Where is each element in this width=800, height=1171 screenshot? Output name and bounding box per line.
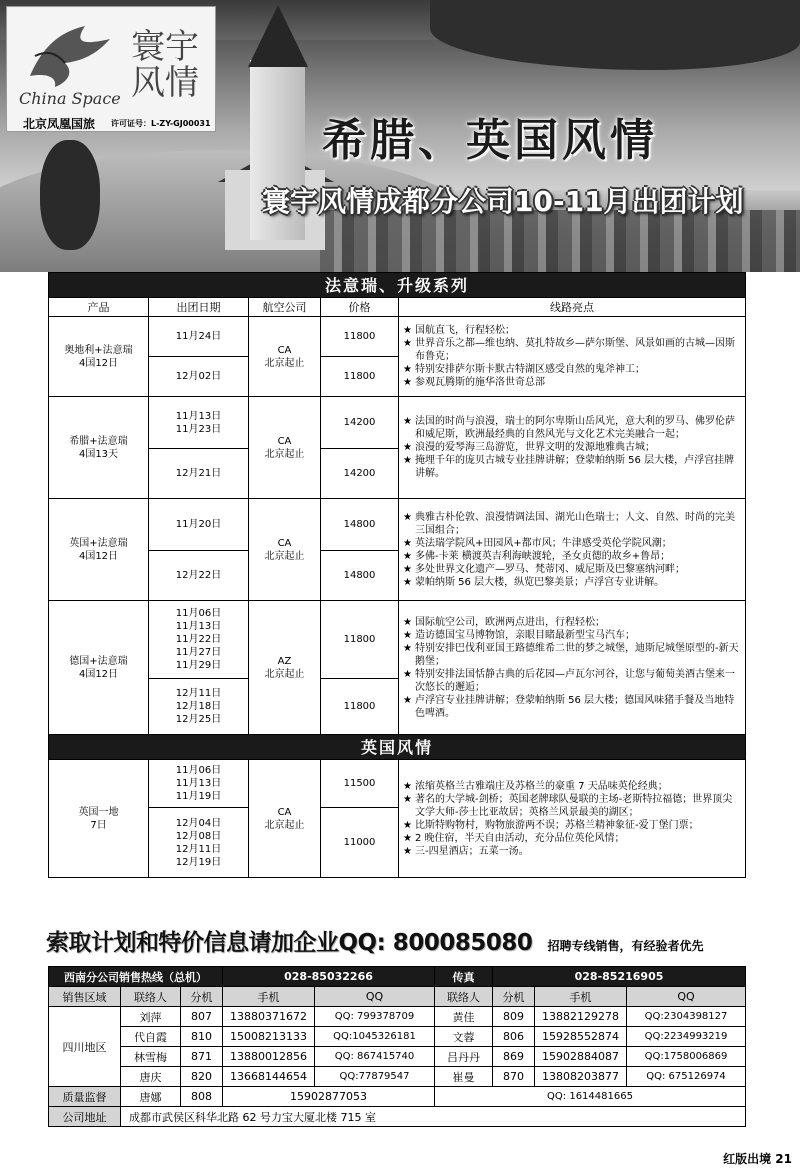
departure-date: 12月18日 xyxy=(175,701,222,712)
qq-number: QQ:77879547 xyxy=(315,1067,435,1087)
qq-banner-text: 索取计划和特价信息请加企业QQ: 800085080 xyxy=(46,930,533,956)
extension: 806 xyxy=(493,1027,535,1047)
contact-row xyxy=(49,1007,746,1027)
quality-qq: QQ: 1614481665 xyxy=(435,1087,746,1107)
product-name: 7日 xyxy=(90,819,107,831)
logo xyxy=(6,6,216,132)
extension: 810 xyxy=(181,1027,223,1047)
departure-date: 12月21日 xyxy=(175,468,222,479)
section-row xyxy=(49,273,746,298)
quality-row xyxy=(49,1087,746,1107)
highlight-item: ★ 国航直飞，行程轻松； xyxy=(403,324,741,337)
product-name: 希腊+法意瑞 xyxy=(69,435,128,447)
departure-date: 11月24日 xyxy=(175,331,222,342)
airline: CA xyxy=(277,806,292,818)
address-label: 公司地址 xyxy=(49,1107,121,1127)
product-name: 4国12日 xyxy=(78,550,119,562)
table-row xyxy=(49,499,746,551)
contact-name: 崔曼 xyxy=(435,1067,493,1087)
highlight-item: ★ 世界音乐之都—维也纳、莫扎特故乡—萨尔斯堡、风景如画的古城—因斯布鲁克； xyxy=(403,337,741,363)
departure-date: 12月19日 xyxy=(175,856,222,868)
product-cell xyxy=(49,601,149,735)
qq-number: QQ:2304398127 xyxy=(627,1007,746,1027)
qq-banner xyxy=(46,924,766,958)
highlight-item: ★ 浓缩英格兰古雅端庄及苏格兰的豪重 7 天品味英伦经典； xyxy=(403,780,741,793)
contact-table xyxy=(48,966,746,1127)
price-cell: 14200 xyxy=(321,449,399,499)
hotline-number: 028-85032266 xyxy=(223,967,435,987)
headline-title: 希腊、英国风情 xyxy=(322,115,658,166)
departure-date: 11月19日 xyxy=(175,791,222,802)
highlight-item: ★ 比斯特购物村，购物旅游两不误；苏格兰精神象征-爱丁堡门票； xyxy=(403,819,741,832)
departure-date: 11月06日 xyxy=(175,608,222,619)
mobile: 13882129278 xyxy=(535,1007,627,1027)
quality-mobile: 15902877053 xyxy=(223,1087,435,1107)
highlight-item: ★ 参观瓦腾斯的施华洛世奇总部 xyxy=(403,376,741,389)
price-cell: 14800 xyxy=(321,499,399,551)
section-row xyxy=(49,735,746,760)
airline: 北京起止 xyxy=(264,668,305,680)
price-cell: 11000 xyxy=(321,808,399,878)
product-name: 英国一地 xyxy=(78,806,119,818)
date-cell xyxy=(149,679,249,735)
airline: AZ xyxy=(277,655,292,667)
price-cell: 11800 xyxy=(321,679,399,735)
column-header: 产品 xyxy=(49,298,149,317)
product-cell xyxy=(49,760,149,878)
highlight-item: ★ 多处世界文化遗产—罗马、梵蒂冈、威尼斯及巴黎塞纳河畔； xyxy=(403,563,741,576)
quality-extension: 808 xyxy=(181,1087,223,1107)
highlight-item: ★ 英法瑞学院风+田园风+都市风；牛津感受英伦学院风潮； xyxy=(403,537,741,550)
qq-number: QQ: 867415740 xyxy=(315,1047,435,1067)
quality-label: 质量监督 xyxy=(49,1087,121,1107)
date-cell xyxy=(149,551,249,601)
contact-column-header: QQ xyxy=(627,987,746,1007)
headline-subtitle: 寰宇风情成都分公司10-11月出团计划 xyxy=(262,185,744,218)
airline: CA xyxy=(277,537,292,549)
column-header: 价格 xyxy=(321,298,399,317)
highlight-item: ★ 特别安排巴伐利亚国王路德维希二世的梦之城堡，迪斯尼城堡原型的-新天鹅堡； xyxy=(403,642,741,668)
qq-number: QQ:2234993219 xyxy=(627,1027,746,1047)
contact-column-header: 联络人 xyxy=(435,987,493,1007)
contact-row xyxy=(49,1067,746,1087)
highlight-item: ★ 2 晚住宿，半天自由活动，充分品位英伦风情； xyxy=(403,832,741,845)
extension: 871 xyxy=(181,1047,223,1067)
highlight-item: ★ 掩埋千年的庞贝古城专业挂牌讲解；登蒙帕纳斯 56 层大楼，卢浮宫挂牌讲解。 xyxy=(403,454,741,480)
contact-column-header: 联络人 xyxy=(121,987,181,1007)
departure-date: 11月27日 xyxy=(175,647,222,658)
contact-header-row xyxy=(49,987,746,1007)
qq-number: QQ:1045326181 xyxy=(315,1027,435,1047)
airline-cell xyxy=(249,601,321,735)
airline-cell xyxy=(249,499,321,601)
highlight-item: ★ 法国的时尚与浪漫，瑞士的阿尔卑斯山岳风光，意大利的罗马、佛罗伦萨和威尼斯，欧洲最经典的自然风光与文化艺术完美融合一起； xyxy=(403,415,741,441)
highlights-cell xyxy=(399,760,746,878)
mobile: 13808203877 xyxy=(535,1067,627,1087)
date-cell xyxy=(149,397,249,449)
table-row xyxy=(49,317,746,357)
mobile: 13880012856 xyxy=(223,1047,315,1067)
airline: 北京起止 xyxy=(264,550,305,562)
table-row xyxy=(49,760,746,808)
extension: 809 xyxy=(493,1007,535,1027)
company-name: 北京凤凰国旅 xyxy=(23,117,96,131)
contact-name: 唐庆 xyxy=(121,1067,181,1087)
price-cell: 11500 xyxy=(321,760,399,808)
price-cell: 11800 xyxy=(321,317,399,357)
qq-number: QQ:1758006869 xyxy=(627,1047,746,1067)
highlight-item: ★ 典雅古朴伦敦、浪漫情调法国、湖光山色瑞士；人文、自然、时尚的完美三国组合； xyxy=(403,511,741,537)
mobile: 15008213133 xyxy=(223,1027,315,1047)
hotline-row xyxy=(49,967,746,987)
departure-date: 11月29日 xyxy=(175,660,222,671)
departure-date: 12月04日 xyxy=(175,817,222,829)
highlights-cell xyxy=(399,601,746,735)
contact-name: 文蓉 xyxy=(435,1027,493,1047)
address-row xyxy=(49,1107,746,1127)
hotline-label: 西南分公司销售热线（总机） xyxy=(49,967,223,987)
departure-date: 12月11日 xyxy=(175,843,222,855)
airline-cell xyxy=(249,317,321,397)
qq-number: QQ: 675126974 xyxy=(627,1067,746,1087)
phoenix-icon xyxy=(25,21,115,91)
fax-number: 028-85216905 xyxy=(493,967,746,987)
product-name: 4国13天 xyxy=(78,448,119,460)
airline-cell xyxy=(249,760,321,878)
price-cell: 11800 xyxy=(321,601,399,679)
departure-date: 11月06日 xyxy=(175,765,222,776)
highlight-item: ★ 三-四星酒店；五菜一汤。 xyxy=(403,845,741,858)
hero-photo xyxy=(0,0,800,272)
highlight-item: ★ 特别安排法国恬静古典的后花园—卢瓦尔河谷，让您与葡萄美酒古堡来一次悠长的邂逅； xyxy=(403,668,741,694)
departure-date: 12月02日 xyxy=(175,371,222,382)
contact-column-header: 分机 xyxy=(181,987,223,1007)
mobile: 15902884087 xyxy=(535,1047,627,1067)
highlights-cell xyxy=(399,317,746,397)
highlight-item: ★ 浪漫的爱琴海三岛游览，世界文明的发源地雅典古城； xyxy=(403,441,741,454)
highlight-item: ★ 造访德国宝马博物馆，亲眼目睹最新型宝马汽车； xyxy=(403,629,741,642)
logo-english: China Space xyxy=(19,89,121,108)
airline: 北京起止 xyxy=(264,448,305,460)
product-cell xyxy=(49,317,149,397)
column-header: 航空公司 xyxy=(249,298,321,317)
date-cell xyxy=(149,357,249,397)
date-cell xyxy=(149,760,249,808)
church-steeple xyxy=(248,5,308,67)
page-footer: 红版出境 21 xyxy=(723,1152,792,1166)
departure-date: 12月08日 xyxy=(175,830,222,842)
section-title: 英国风情 xyxy=(49,735,746,760)
product-name: 德国+法意瑞 xyxy=(69,655,128,667)
mobile: 13668144654 xyxy=(223,1067,315,1087)
departure-date: 11月20日 xyxy=(175,519,222,530)
contact-row xyxy=(49,1047,746,1067)
qq-number: QQ: 799378709 xyxy=(315,1007,435,1027)
product-name: 英国+法意瑞 xyxy=(69,537,128,549)
price-cell: 14200 xyxy=(321,397,399,449)
fax-label: 传真 xyxy=(435,967,493,987)
departure-date: 11月13日 xyxy=(175,778,222,789)
highlight-item: ★ 著名的大学城-剑桥；英国老牌球队曼联的主场-老斯特拉福德；世界顶尖文学大师-莎士比亚故居；英格兰风景最美的湖区； xyxy=(403,793,741,819)
contact-column-header: 销售区域 xyxy=(49,987,121,1007)
date-cell xyxy=(149,317,249,357)
extension: 807 xyxy=(181,1007,223,1027)
airline: 北京起止 xyxy=(264,819,305,831)
departure-date: 11月13日 xyxy=(175,410,222,422)
price-cell: 11800 xyxy=(321,357,399,397)
product-cell xyxy=(49,499,149,601)
address-text: 成都市武侯区科华北路 62 号力宝大厦北楼 715 室 xyxy=(121,1107,746,1127)
section-title: 法意瑞、升级系列 xyxy=(49,273,746,298)
date-cell xyxy=(149,499,249,551)
product-cell xyxy=(49,397,149,499)
date-cell xyxy=(149,449,249,499)
contact-column-header: 分机 xyxy=(493,987,535,1007)
departure-date: 12月22日 xyxy=(175,570,222,581)
highlights-cell xyxy=(399,499,746,601)
tour-table xyxy=(48,272,746,878)
contact-name: 林雪梅 xyxy=(121,1047,181,1067)
tree xyxy=(40,140,100,250)
departure-date: 11月22日 xyxy=(175,634,222,645)
column-header: 线路亮点 xyxy=(399,298,746,317)
contact-column-header: QQ xyxy=(315,987,435,1007)
departure-date: 11月13日 xyxy=(175,621,222,632)
logo-chinese: 寰宇风情 xyxy=(131,27,199,103)
contact-name: 吕丹丹 xyxy=(435,1047,493,1067)
highlight-item: ★ 国际航空公司，欧洲两点进出，行程轻松； xyxy=(403,616,741,629)
highlight-item: ★ 卢浮宫专业挂牌讲解；登蒙帕纳斯 56 层大楼；德国风味猪手餐及当地特色啤酒。 xyxy=(403,694,741,720)
product-name: 奥地利+法意瑞 xyxy=(64,344,133,356)
product-name: 4国12日 xyxy=(78,357,119,369)
extension: 870 xyxy=(493,1067,535,1087)
airline: CA xyxy=(277,435,292,447)
mobile: 15928552874 xyxy=(535,1027,627,1047)
airline: CA xyxy=(277,344,292,356)
table-row xyxy=(49,397,746,449)
header-row xyxy=(49,298,746,317)
highlight-item: ★ 蒙帕纳斯 56 层大楼，纵览巴黎美景；卢浮宫专业讲解。 xyxy=(403,576,741,589)
extension: 869 xyxy=(493,1047,535,1067)
date-cell xyxy=(149,808,249,878)
departure-date: 11月23日 xyxy=(175,423,222,435)
contact-column-header: 手机 xyxy=(535,987,627,1007)
price-cell: 14800 xyxy=(321,551,399,601)
departure-date: 12月11日 xyxy=(175,688,222,699)
mobile: 13880371672 xyxy=(223,1007,315,1027)
highlights-cell xyxy=(399,397,746,499)
highlight-item: ★ 特别安排萨尔斯卡默古特湖区感受自然的鬼斧神工； xyxy=(403,363,741,376)
column-header: 出团日期 xyxy=(149,298,249,317)
recruit-text: 招聘专线销售，有经验者优先 xyxy=(547,939,704,953)
quality-name: 唐娜 xyxy=(121,1087,181,1107)
table-row xyxy=(49,601,746,679)
airline-cell xyxy=(249,397,321,499)
product-name: 4国12日 xyxy=(78,668,119,680)
contact-column-header: 手机 xyxy=(223,987,315,1007)
contact-name: 刘萍 xyxy=(121,1007,181,1027)
sales-region: 四川地区 xyxy=(49,1007,121,1087)
highlight-item: ★ 多佛-卡莱 横渡英吉利海峡渡轮，圣女贞德的故乡+鲁昂； xyxy=(403,550,741,563)
license-number: 许可证号：L-ZY-GJ00031 xyxy=(111,119,211,128)
contact-name: 代自霞 xyxy=(121,1027,181,1047)
airline: 北京起止 xyxy=(264,357,305,369)
contact-name: 黄佳 xyxy=(435,1007,493,1027)
departure-date: 12月25日 xyxy=(175,714,222,725)
extension: 820 xyxy=(181,1067,223,1087)
date-cell xyxy=(149,601,249,679)
contact-row xyxy=(49,1027,746,1047)
